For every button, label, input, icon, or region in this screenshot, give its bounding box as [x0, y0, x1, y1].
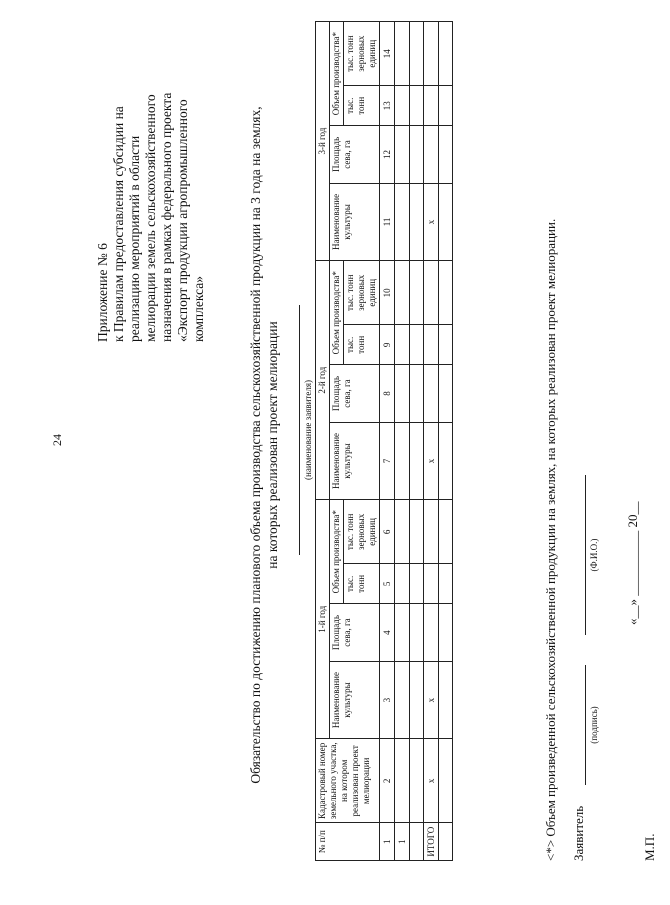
column-number: 2: [380, 739, 395, 823]
stamp-place: М.П.: [642, 833, 657, 861]
obligation-table: [315, 21, 453, 861]
column-number: 6: [380, 500, 395, 564]
column-number: 14: [380, 22, 395, 86]
document-title: [247, 15, 281, 875]
table-cell: [395, 183, 410, 260]
header-tons: тыс. тонн: [344, 86, 380, 126]
table-cell: [410, 823, 424, 861]
column-number: 9: [380, 325, 395, 365]
table-cell: [395, 739, 410, 823]
total-row: [424, 22, 439, 861]
x-mark: х: [424, 739, 439, 823]
header-tons-grain: тыс. тонн зерновых единиц: [344, 500, 380, 564]
appendix-line: комплекса»: [191, 276, 206, 342]
table-cell: [439, 422, 453, 499]
table-cell: [439, 564, 453, 604]
table-cell: [410, 86, 424, 126]
table-cell: [395, 22, 410, 86]
appendix-line: мелиорации земель сельскохозяйственного: [143, 94, 158, 342]
header-tons: тыс. тонн: [344, 325, 380, 365]
table-cell: [395, 422, 410, 499]
table-cell: [395, 325, 410, 365]
rotated-document: [95, 15, 670, 875]
applicant-label: Заявитель: [571, 805, 586, 861]
table-cell: [424, 365, 439, 423]
table-cell: [395, 661, 410, 738]
column-number: 4: [380, 604, 395, 662]
table-cell: [410, 183, 424, 260]
column-number: 10: [380, 261, 395, 325]
header-area: Площадь сева, га: [330, 365, 380, 423]
table-cell: [439, 823, 453, 861]
table-cell: [424, 86, 439, 126]
appendix-line: к Правилам предоставления субсидии на: [111, 106, 126, 342]
header-year-1: 1-й год: [316, 500, 330, 739]
appendix-line: «Экспорт продукции агропромышленного: [175, 99, 190, 342]
table-cell: [424, 325, 439, 365]
header-area: Площадь сева, га: [330, 126, 380, 184]
table-cell: [395, 604, 410, 662]
table-cell: [410, 22, 424, 86]
column-number: 7: [380, 422, 395, 499]
table-cell: [439, 604, 453, 662]
table-cell: [439, 126, 453, 184]
table-cell: [439, 183, 453, 260]
table-cell: [424, 22, 439, 86]
column-number: 5: [380, 564, 395, 604]
full-name-caption: (Ф.И.О.): [589, 538, 599, 572]
table-cell: [395, 86, 410, 126]
column-number-row: [380, 22, 395, 861]
header-no: № п/п: [316, 823, 380, 861]
column-number: 8: [380, 365, 395, 423]
header-cadastral: Кадастровый номер земельного участка, на котором реализован проект мелиорации: [316, 739, 380, 823]
table-cell: [439, 739, 453, 823]
footnote: <*> Объем произведенной сельскохозяйственной продукции на землях, на которых реализован проект мелиорации.: [543, 218, 558, 861]
table-cell: [395, 500, 410, 564]
header-volume: Объем производства*: [330, 22, 344, 126]
header-tons-grain: тыс. тонн зерновых единиц: [344, 22, 380, 86]
x-mark: х: [424, 661, 439, 738]
table-cell: [439, 261, 453, 325]
signature-caption: (подпись): [589, 706, 599, 744]
column-number: 13: [380, 86, 395, 126]
column-number: 11: [380, 183, 395, 260]
table-cell: [410, 325, 424, 365]
table-cell: [410, 126, 424, 184]
applicant-name-hint: (наименование заявителя): [303, 380, 313, 480]
signature-line: [585, 665, 586, 785]
table-cell: [424, 564, 439, 604]
table-cell: [439, 500, 453, 564]
header-tons: тыс. тонн: [344, 564, 380, 604]
appendix-line: Приложение № 6: [95, 243, 110, 342]
table-cell: [439, 365, 453, 423]
header-crop: Наименование культуры: [330, 661, 380, 738]
total-label: ИТОГО: [424, 823, 439, 861]
table-cell: [424, 126, 439, 184]
table-cell: [424, 500, 439, 564]
table-cell: [410, 739, 424, 823]
column-number: 3: [380, 661, 395, 738]
table-cell: [439, 22, 453, 86]
appendix-line: назначения в рамках федерального проекта: [159, 92, 174, 342]
appendix-line: реализацию мероприятий в области: [127, 135, 142, 342]
document-title-line-1: Обязательство по достижению планового объема производства сельскохозяйственной продукции на 3 года на землях,: [248, 106, 263, 784]
x-mark: х: [424, 183, 439, 260]
table-cell: [439, 661, 453, 738]
header-year-2: 2-й год: [316, 261, 330, 500]
appendix-header: [95, 30, 207, 342]
table-cell: [439, 86, 453, 126]
table-cell: [424, 261, 439, 325]
table-cell: [410, 564, 424, 604]
document-title-line-2: на которых реализован проект мелиорации: [265, 321, 280, 569]
date-line: «__» __________ 20__: [625, 501, 640, 625]
table-cell: [410, 365, 424, 423]
table-cell: [410, 604, 424, 662]
table-cell: [395, 261, 410, 325]
column-number: 12: [380, 126, 395, 184]
table-header-row: [330, 22, 344, 861]
table-cell: [439, 325, 453, 365]
table-cell: [395, 126, 410, 184]
table-cell: [424, 604, 439, 662]
header-volume: Объем производства*: [330, 261, 344, 365]
row-number: 1: [395, 823, 410, 861]
table-cell: [410, 422, 424, 499]
page-number: 24: [50, 434, 64, 446]
table-cell: [410, 261, 424, 325]
full-name-line: [585, 475, 586, 635]
table-row: [395, 22, 410, 861]
header-crop: Наименование культуры: [330, 183, 380, 260]
table-cell: [395, 365, 410, 423]
table-header-row: [316, 22, 330, 861]
table-cell: [410, 661, 424, 738]
table-cell: [395, 564, 410, 604]
applicant-name-line: [299, 305, 300, 555]
table-row: [410, 22, 424, 861]
x-mark: х: [424, 422, 439, 499]
header-tons-grain: тыс. тонн зерновых единиц: [344, 261, 380, 325]
column-number: 1: [380, 823, 395, 861]
table-row: [439, 22, 453, 861]
header-crop: Наименование культуры: [330, 422, 380, 499]
header-volume: Объем производства*: [330, 500, 344, 604]
header-area: Площадь сева, га: [330, 604, 380, 662]
header-year-3: 3-й год: [316, 22, 330, 261]
table-cell: [410, 500, 424, 564]
